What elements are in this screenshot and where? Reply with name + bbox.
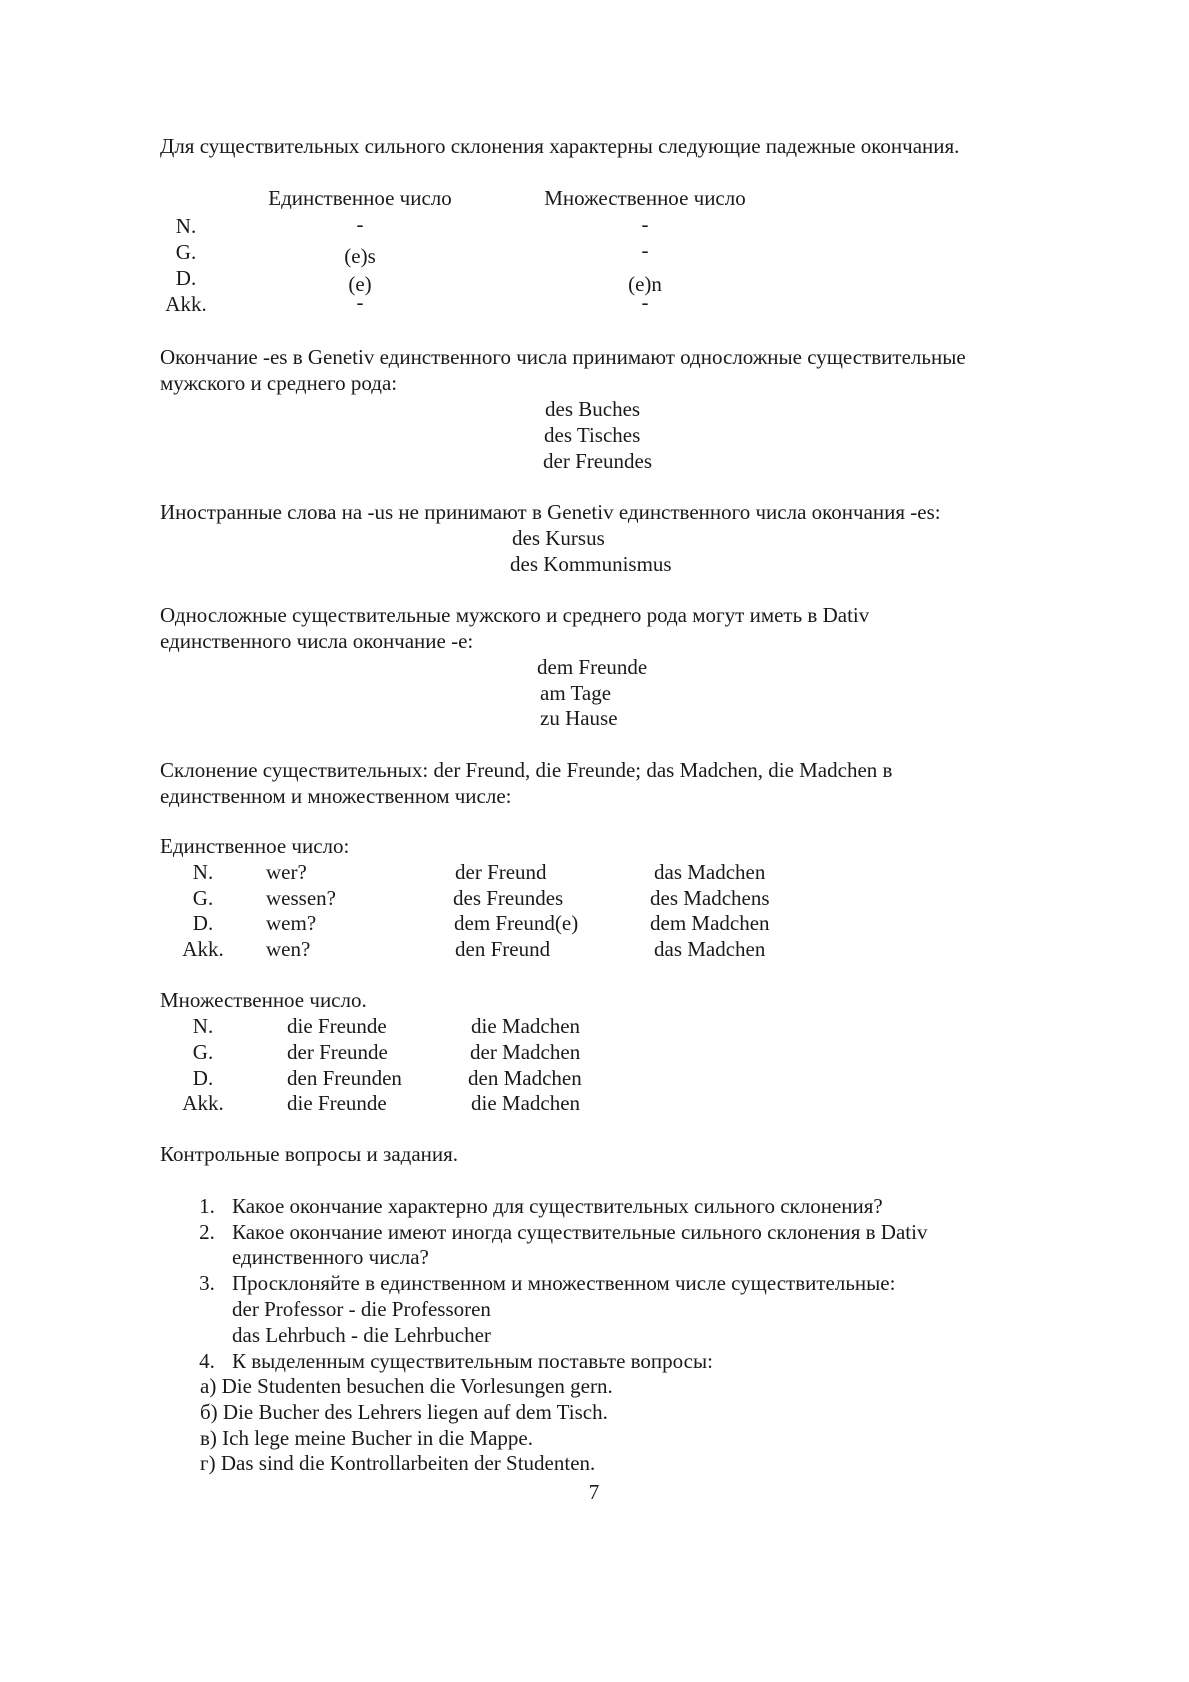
intro-paragraph: Для существительных сильного склонения характерны следующие падежные окончания. <box>160 134 960 158</box>
declension-intro-line: единственном и множественном числе: <box>160 784 512 808</box>
case-label: N. <box>192 1014 214 1038</box>
genitiv-rule-line: Окончание -es в Genetiv единственного числа принимают односложные существительные <box>160 345 966 369</box>
freund-form: den Freunden <box>287 1066 402 1090</box>
madchen-form: die Madchen <box>471 1014 581 1038</box>
questions-title: Контрольные вопросы и задания. <box>160 1142 459 1166</box>
question-text: единственного числа? <box>232 1245 429 1269</box>
case-question: wessen? <box>266 886 336 910</box>
singular-ending: - <box>356 290 364 314</box>
genitiv-rule-line: мужского и среднего рода: <box>160 371 398 395</box>
case-question: wer? <box>266 860 307 884</box>
question-text: Просклоняйте в единственном и множественном числе существительные: <box>232 1271 896 1295</box>
exercise-sentence: в) Ich lege meine Bucher in die Mappe. <box>200 1426 533 1450</box>
question-text: das Lehrbuch - die Lehrbucher <box>232 1323 491 1347</box>
madchen-form: des Madchens <box>650 886 770 910</box>
freund-form: den Freund <box>455 937 551 961</box>
madchen-form: die Madchen <box>471 1091 581 1115</box>
case-label: N. <box>192 860 214 884</box>
genitiv-example: der Freundes <box>543 449 653 473</box>
foreign-example: des Kursus <box>512 526 605 550</box>
case-question: wen? <box>266 937 311 961</box>
plural-ending: - <box>641 290 649 314</box>
page-number: 7 <box>588 1480 600 1504</box>
dativ-rule-line: единственного числа окончание -е: <box>160 629 474 653</box>
question-text: der Professor - die Professoren <box>232 1297 491 1321</box>
case-label: G. <box>192 1040 214 1064</box>
question-text: К выделенным существительным поставьте вопросы: <box>232 1349 713 1373</box>
case-label: G. <box>175 240 197 264</box>
madchen-form: dem Madchen <box>650 911 770 935</box>
question-text: Какое окончание имеют иногда существительные сильного склонения в Dativ <box>232 1220 928 1244</box>
plural-title: Множественное число. <box>160 988 367 1012</box>
freund-form: dem Freund(e) <box>454 911 579 935</box>
freund-form: des Freundes <box>453 886 564 910</box>
madchen-form: der Madchen <box>470 1040 581 1064</box>
genitiv-example: des Tisches <box>544 423 641 447</box>
genitiv-example: des Buches <box>545 397 641 421</box>
freund-form: die Freunde <box>287 1091 387 1115</box>
header-plural: Множественное число <box>544 186 746 210</box>
case-label: D. <box>192 1066 214 1090</box>
dativ-example: zu Hause <box>540 706 618 730</box>
singular-ending: (e)s <box>344 244 376 268</box>
case-label: D. <box>175 266 197 290</box>
case-label: N. <box>175 214 197 238</box>
exercise-sentence: а) Die Studenten besuchen die Vorlesungen gern. <box>200 1374 613 1398</box>
question-number: 2. <box>199 1220 215 1244</box>
question-number: 3. <box>199 1271 215 1295</box>
plural-ending: - <box>641 212 649 236</box>
dativ-example: dem Freunde <box>537 655 648 679</box>
question-number: 4. <box>199 1349 215 1373</box>
madchen-form: das Madchen <box>654 937 766 961</box>
foreign-rule-line: Иностранные слова на -us не принимают в Genetiv единственного числа окончания -es: <box>160 500 941 524</box>
exercise-sentence: б) Die Bucher des Lehrers liegen auf dem Tisch. <box>200 1400 608 1424</box>
question-number: 1. <box>199 1194 215 1218</box>
case-label: Akk. <box>165 292 207 316</box>
foreign-example: des Kommunismus <box>510 552 672 576</box>
freund-form: die Freunde <box>287 1014 387 1038</box>
freund-form: der Freund <box>455 860 547 884</box>
case-label: Akk. <box>182 1091 224 1115</box>
question-text: Какое окончание характерно для существительных сильного склонения? <box>232 1194 883 1218</box>
singular-title: Единственное число: <box>160 834 350 858</box>
madchen-form: das Madchen <box>654 860 766 884</box>
singular-ending: (e) <box>348 272 372 296</box>
case-label: G. <box>192 886 214 910</box>
case-label: D. <box>192 911 214 935</box>
dativ-rule-line: Односложные существительные мужского и среднего рода могут иметь в Dativ <box>160 603 870 627</box>
declension-intro-line: Склонение существительных: der Freund, die Freunde; das Madchen, die Madchen в <box>160 758 893 782</box>
madchen-form: den Madchen <box>468 1066 582 1090</box>
singular-ending: - <box>356 212 364 236</box>
dativ-example: am Tage <box>540 681 612 705</box>
exercise-sentence: г) Das sind die Kontrollarbeiten der Studenten. <box>200 1451 596 1475</box>
freund-form: der Freunde <box>287 1040 388 1064</box>
header-singular: Единственное число <box>268 186 452 210</box>
case-question: wem? <box>266 911 317 935</box>
plural-ending: (e)n <box>628 272 662 296</box>
plural-ending: - <box>641 238 649 262</box>
case-label: Akk. <box>182 937 224 961</box>
